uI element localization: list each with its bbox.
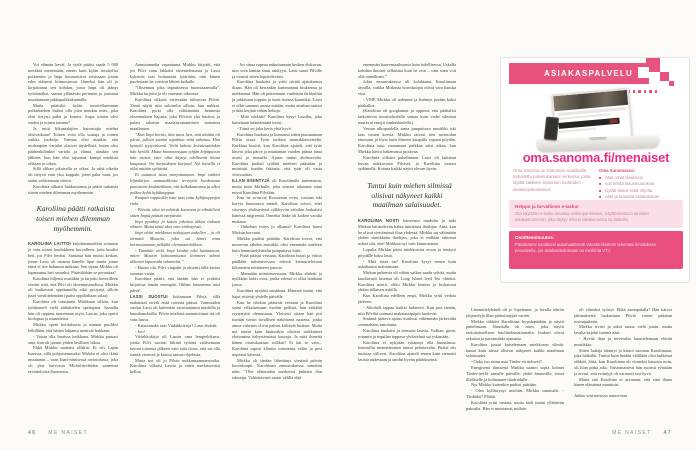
bold-lead: KAROLIINA LAITTOI — [28, 241, 71, 247]
address-change-box — [509, 231, 683, 269]
benefit-item: ■ näet omat tilauksesi — [599, 175, 683, 181]
e-invoice-text: Ota käyttöön e-lasku omassa verkkopankissasi. Käyttöönottoon tarvitset asiakasnumeron, joka löytyy lehtesi takakannesta tai laskulta. — [515, 211, 649, 223]
pull-quote-left: Karoliina päätti ratkaista toisen miehen dilemman myöhemmin. — [36, 204, 115, 233]
column-text-block — [574, 307, 672, 399]
paragraph: Viidakkokirja oli Lassin oma lempielokuva, jonka Pilvi suostui kiltinä tyttönä valitsemaan kerran toisensa jälkeen vain siitä ilosta, että sai olla isänsä vieressä ja katsoa samaa ohjelmaa. — [130, 334, 220, 357]
paragraph: - Tämä on joka kerta yhtä hyvä. — [237, 125, 292, 131]
paragraph: Mutta pitäisikö kylän tavoitelluimman poikamiehen lisäksi olla joku muukin mies, joka olisi tietysti pitkä ja komea. Jospa toinen olisi vaalea ja toinen tumma? — [28, 102, 118, 125]
paragraph-text: kirjoitusmusiikin soimaan ja vain toisen kuulokkeen korvalleen, jotta kuulisi heti, jos Pilvi heräisi. Samassa hän muisti keikan, jonne Lassi oli ostanut hänelle liput mutta jonne tämä ei itse halunnut mukaan. Sen sijaan Mirkku oli lupautunut heti seuraksi. Pitäisiköhän se peruuttaa? — [28, 241, 118, 276]
paragraph: Karoliina joutui katselemaan miekkosen silmiä: tuntui kuin niissä olisivat näkyneet kaikki maailman salaisuudet. — [466, 341, 564, 359]
paragraph: - Voisin olla Inarissa keikkana, Mirkku paasasi aina, kun oli juonut yhden lasillisen liikaa. — [28, 333, 118, 345]
address-change-title: Osoitteenmuutos: — [515, 235, 555, 240]
magazine-name: ME NAISET — [612, 430, 652, 436]
paragraph: - Mitä tykkäät? Karoliina kysyi Lassilta, joka katsettaan kääntämättä totesi: — [232, 114, 322, 125]
paragraph: Jokin ennustuksessa oli kolahtanut Karoliinaan täysillä, vaikka Mirkusta horoskoopit olivat vain hauska vitsi. — [358, 79, 456, 96]
paragraph-text: hoitamaan Pilviä, sillä mahatauti oireili enää toisesta päästä. Varmuuden vuoksi Lassi oli kuitenkin varustautunut maskilla ja kumihanskoilla. Pilvin mielestä naamioitunut isä oli vain hassu. — [130, 293, 220, 323]
benefits-column — [599, 168, 683, 200]
paragraph-text: Ei auttanut istua murjottamaan. Impi vaihtoi liljankirjon aamutakkinsa terveyttä huokuvaan punaiseen kesämekkoon, otti kulkukaaransa ja alkoi polkea kohti kyläkauppaa. — [130, 172, 220, 195]
benefits-title: Oma Sanomassa: — [599, 168, 636, 173]
panel-info-columns — [513, 168, 683, 200]
column-text-block — [232, 62, 322, 381]
paragraph: - VMP, Mirkku oli todennut ja lisännyt perään kaksi pääkalloa. — [358, 96, 456, 108]
paragraph: Aamutunnelta vapautunut Mirkku kirjoitti, että jos Pilvi vaan lakkaisi oksentelemasta ja Lassi kykenisi taas hoitamaan tytärtään, niin hänen puolestaan he voisivat lähteä keikalle. — [130, 62, 220, 85]
paragraph: - Mitä tässä on? Karoliina kysyi ennen kuin uskaltautui maistamaan. — [358, 258, 456, 270]
column-text-block — [358, 62, 456, 172]
paragraph-text: Impi ohitti miekkoset niskojaan nakellen – ja oli törmätä Mauriin, joka sai hänet aina hermostumaan pelkällä olemassaolollaan. — [130, 230, 220, 247]
paragraph: Mirkku opetti kotitaloutta ja manasi puoliksi leikillään, että hänen lahjansa menivät hukkaan. — [28, 322, 118, 334]
left-column-2 — [130, 62, 220, 443]
paragraph-text: Jatkuu seuraavassa numerossa — [574, 393, 628, 399]
pixel-square-icon — [660, 72, 669, 81]
paragraph: - Jos sinua rupeaa nukuttamaan kesken elokuvan, niin voin kantaa sinut sänkyyn, Lassi sanoi Pilville ja virnisti sitten lepyttelevästi. — [232, 62, 322, 79]
paragraph: Lopulta Mirkku pääsi miekkosista eroon ja tönäytti pöydälle kaksi lasia. — [358, 246, 456, 258]
paragraph: Karoliina vilkaisi hääkuvaansa ja päätti ratkaista toisen miehen dilemman myöhemmin. — [28, 183, 118, 195]
paragraph: Karoliina oli tutustunut Mirkkuun silloin, kun työskenteli vielä äidinkielen opettajana. Samalla hän oli oppinut tuntemaan myös Lassin, joka opetti biologiaa ja maantietoa. — [28, 299, 118, 322]
pixel-square-icon — [669, 81, 674, 86]
e-invoice-title: Helppo ja turvallinen e-lasku! — [515, 204, 579, 209]
customer-service-panel — [500, 57, 690, 283]
pixel-square-icon — [638, 67, 649, 78]
paragraph: Mirkku tökkäsi Karoliinaa kyynärpäähän ja näytti puhelintaan. Ruudulla oli mies, joka näytti tarkoituksellisen huolittelemattomalta: hiukset olivat sekaisin ja parransänki ajamatta. — [466, 318, 564, 341]
column-text-block — [466, 307, 564, 411]
right-column-3 — [574, 307, 672, 443]
paragraph: Mirkun puheesta oli vähän vaikea saada selvää, mutta kuultavasti laseissa oli Long Island Iced Tea -drinkit. Karoliina mietti, oliko Mirkku kenties jo kiskaissut yhden tällaisen tiskillä. — [358, 270, 456, 293]
right-column-2 — [466, 307, 564, 443]
footer-left — [28, 430, 88, 436]
paragraph: Mutta sitä Karoliina ei arvannut, että sinä iltana hänen elämänsä muuttuisi. — [574, 376, 672, 388]
paragraph: Karoliina vilkaisi puhelintaan. Lassi oli laittanut kuvan nukkuvasta Pilvistä, ja Karoliina vastasi sydämellä. Kotona kaikki näytti olevan hyvin. — [358, 154, 456, 172]
paragraph: Sillä olihan jokaisella se oikea. Ja niitä oikeita oli tietysti vain yksi kappale, joten paha vaan, jos sattui valitsemaan väärin. — [28, 166, 118, 183]
paragraph: Karoliina vilkaisi vieressään tuhisevaa Pilviä. Tämä näytti niin suloiselta silloin, kun nukkui. Karoliina pyrki olla välittämättä hennosta oksennuksen hajusta, joka Pilvistä yhä huokui, ja palasi takaisin maalaisromanttisen tarinansa maailmaan. — [130, 96, 220, 131]
paragraph: Sitten laulaja kääntyi ja katsoi suoraan Karoliinaan, joka häikähti. Tuntui kuin heidän välillään olisi kulkenut sähköä. Siitä, kun Karoliinaa oli viimeksi katsottu noin, oli liian pitkä aika. Vaistomaisesti hän suoristi ryhtiään ja arvasi, että esiintyjä oli varmasti tosi hyvä. — [574, 347, 672, 376]
column-text-block — [28, 241, 118, 374]
paragraph: Karoliina huokaisi ja yritti siirtää ajatuksensa iltaan. Hän oli kerrankin kammannut hiuksensa ja meikannut. Hän oli pukeutunut vaaleisiin farkkuihin ja juhlavaan toppiin ja tunsi itsensä kauniiksi. Lassi ei ollut sanonut asusta mitään, mutta ainahan saattoi yrittää kerjätä vähän kehuja. — [232, 79, 322, 114]
paragraph: Kun he vihdoin pääsivät vessaan ja Karoliina sattui vilkaisemaan itseään peilistä, hän säikähti ryytynyttä olemustaan. Yleisesti ottaen hän piti itseään varsin tavallisen näköisenä naisena, jonka ainoa vahvuus olivat paksut kiiltävät hiukset. Mutta nyt tuntui kuin hiuksetkin olisivat roikkuneet elottomina kehystämässä kasvoja. Ja mitä ihmettä hänen otsatukastaan roikkui? Ei kai se vain... Karoliina nipisti klöntin sormiensa väliin ja pesi nopeasti kätensä. — [232, 299, 322, 357]
e-invoice-box — [509, 200, 683, 228]
paragraph — [130, 207, 220, 219]
paragraph: Ja mitä liikuntalajien harrastajia miehet olisivatkaan? Toinen voisi olla soutaja ja toinen vaikka juoksija. Varmaa olisi ainakin, että molempien vartalot olisivat täydellisiä, kuten olisi päähenkilönkin vartalo ja elämä, ainakin sen jälkeen, kun hän olisi tajunnut, kumpi miehistä olikaan se oikea. — [28, 125, 118, 166]
paragraph — [130, 230, 220, 247]
paragraph: - Joo! — [135, 328, 145, 334]
column-text-block — [28, 62, 118, 195]
left-column-1 — [28, 62, 118, 443]
paragraph: enemmän haavemaailmassa kuin todellisessa. Uskalla kohdata ihmiset sellaisina kuin he ovat – vain siten voit olla onnellinen.” — [358, 62, 456, 79]
paragraph: - Onkohan esitys jo alkanut? Karoliina huusi Mirkun korvaan. — [232, 224, 322, 236]
phone-image — [544, 116, 559, 140]
paragraph — [130, 294, 220, 323]
paragraph: - Huono olo, Pilvi vingahti ja oksensi tällä kertaa suoraan vatiin. — [130, 264, 220, 276]
paragraph-text: - Päivää, ukot tervehtivät kuorossa ja silmäilivät sitten Impiä päästä varpaisiin. — [130, 206, 220, 218]
benefits-list — [599, 175, 683, 200]
paragraph-text: ”Kun Impi heräsi, hän tunsi heti, että tänään oli päivä, jolloin saattoi tapahtua mitä tahansa. Hän hymyili tyytyväisenä. Vielä kahvia keittäessäänkin hän hyräili. Mutta huomatessaan tyhjän leipäpussin hän muisti, ettei ollut käynyt edellisenä iltana kaupassa. Voi kurjuuksien kurjuus! Nyt hänellä ei ollut mitään syötävää. — [130, 131, 220, 172]
paragraph: ”Oksennan joka tapauksessa huomisaamulla”, Mirkku kirjoitti ja oli varmasti oikeassa. — [130, 85, 220, 96]
paragraph-text: - Tämäkin vielä, Impi kivahti eikä huomannut, miten Maurin kohtaamisesta iloinneet silmät alkoivat kipunoida salamoita.” — [130, 247, 220, 265]
paragraph: Ehkä Mirkku saattaisi ollakin. Ei siis Lapin Inarissa, sillä pohjoisemmaksi Mirkku ei olisi ikinä muuttanut – vaan Inari-nimisessä ravintolassa, joka oli yksi harvoista Michelin-tähden saaneista ravintoloista Suomessa. — [28, 345, 118, 374]
benefit-item: ■ voit tehdä tilausmuutoksia — [599, 181, 683, 187]
panel-header-bar — [509, 63, 649, 84]
column-text-block — [130, 62, 220, 375]
paragraph: (Karoliina oli googlannut ja oppinut, että pääkallot tarkoittivat nuorisokielellä samaa kuin vedet silmissä nauravat emojit vanhuskielellä.) — [358, 108, 456, 125]
paragraph: Mutta nyt oli jo Pilvin nukkumaanmenoaika. Karoliina vilkaisi Lassia ja sitten merkitsevästi kelloa. — [130, 357, 220, 375]
paragraph: Karoliina päätti, että tänään hän ei yrittäisi kirjoittaa tämän enempää. Olihan huomenna uusi päivä! — [130, 276, 220, 294]
paragraph: - Hyvää iltaa ja tervetuloa kuuntelemaan elävää musiikkia. — [574, 335, 672, 347]
bold-lead: LASSI SUOSTUI — [130, 293, 168, 299]
asiakaspalvelu-title: ASIAKASPALVELU — [544, 69, 633, 78]
paragraph-text: Kaupan rappusilla istui taas tuttu kyläjuoppojen rinki. — [130, 195, 220, 207]
paragraph: - Katsotaanko taas Viidakkokirja? Lassi ehdotti. — [135, 322, 218, 328]
paragraph: Vessan ulkopuolella sama jumputtava musiikki iski taas vasten korvia. Mirkku raivasi tien ravintolan etuosaan ja löysi kuin ihmeen kaupalla vapaan pöydän. Karoliina istui varaamaan paikkaa siksi aikaa, kun Mirkku kävisi hakemassa juotavaa. — [358, 125, 456, 154]
webpage-text-line — [559, 127, 596, 133]
benefit-item: ■ löydät tietoa sekä ohjeita — [599, 188, 683, 194]
intro-text: Oma Sanoma on Sanoman asiakkaille tarkoitettu palvelukanava verkossa, josta löydät kaikkien Sanoman tuotteiden asiakaspalvelusivut. — [513, 168, 591, 192]
paragraph: Mirkku oli tänään lähettänyt viestinä päivän horoskoopit. Karoliinan ennustuksessa sanottiin näin: ”Olet eläinradan merkeistä puhtain ilon edustaja. Valitettavasti saatat välillä elää — [232, 357, 322, 381]
paragraph: Karoliina ei nykyään tykännyt olla humalassa: kontrollin menettäminen tuntui pelottavalta. Pitäisi siis muistaa välivesi, Karoliina ajatteli ennen kuin siemaisi lasista uudestaan ja unohti hyvän päätöksensä. — [358, 339, 456, 363]
paragraph: Energisenä ihmisenä Mirkku saattoi sopia kolmet Tinder-treffit samalle päivälle: yhdet brunssille, toiset illalliselle ja kolmannet iltadrinkille. — [466, 364, 564, 382]
paragraph — [130, 132, 220, 173]
page-number: 47 — [663, 430, 672, 436]
paragraph: Sinänsä järkevä ajatus kuulosti vähemmän järkevältä sammaltaen sanottuna. — [358, 316, 456, 328]
paragraph: Nyt Mirkku kuitenkin pudisti päätään. — [471, 382, 537, 388]
footer-right — [540, 430, 672, 436]
paragraph — [130, 248, 220, 265]
paragraph: Mirkku irvisti ja aikoi sanoa vielä jotain, mutta lavalta kajahti tumma ääni: — [574, 324, 672, 336]
paragraph — [130, 219, 220, 231]
paragraph — [358, 218, 456, 247]
service-url: oma.sanoma.fi/menaiset — [522, 150, 670, 165]
paragraph: Kun Karoliina edelleen empi, Mirkku yritti vedota järkeen: — [358, 293, 456, 305]
paragraph — [130, 195, 220, 207]
benefit-item: ■ näet ja lunastat asiakasetusi — [599, 194, 683, 200]
paragraph: - Pitää päästä vessaan, Karoliina huusi ja viittoi päällään naistenvessan edessä kiemurtelevaan kilometrin mittaiseen jonoon. — [232, 253, 322, 270]
paragraph: Kun he avasivat Roostersin oven, vastaan iski korvia huumaava meteli. Karoliina toivoi, ettei väsymys yhdistettynä välkkyviin valoihin laukaisisi hänessä migreeniä. Onneksi lääke oli kaiken varalta mukana. — [232, 195, 322, 224]
paragraph — [28, 241, 118, 276]
column-text-block — [358, 218, 456, 363]
paragraph: oli viimeksi syönyt. Ehkä aamupalalla? Hän kaivoi jättimäisestä laukustaan Pilviä varten pakatun rusinapaketin. — [574, 307, 672, 324]
paragraph-text: oli Karoliinalle tuntematon, mutta tuttu Mirkulle, joka seurasi aikaansa siinä missä Karoliina Pilviään. — [232, 177, 322, 195]
paragraph: - Alkoholi tappaa kaikki bakteerit. Kun juot tämän, niin Pilviltä saamasi mahatautipöpöt kuolevat. — [358, 304, 456, 316]
paragraph-text: katseensa ruudulta ja näki Mirkun hätistelevän kahta innokasta ihailijaa. Aina, kun he olivat viettämässä iltaa yhdessä, Mirkku sai vähintään yhden sinnikkään ihailijan, joka ei millään tahtonut uskoa sitä, ettei Mirkkua nyt vain kiinnostanut. — [358, 217, 456, 247]
paragraph: Karoliina huokaisi ja siemaisi lasista. Vodkan, ginin, rommin ja tequilan tappava yhdistelmä sai yskimään. — [358, 328, 456, 339]
magazine-name: ME NAISET — [48, 430, 88, 436]
address-change-text: Päivitämme osoitteesi automaattisesti Väestörekisterin tekemäsi ilmoituksen perusteella, jos asiakastiedoissasi on merkintä VTJ. — [515, 242, 657, 254]
paragraph: Karoliina huokaisi ja kumartui sitten pussaamaan Pilvin otsaa. Tytär tuoksui mansikkavoiteelta. Kurkkua kuristi, kun Karoliina ajatteli, että tytär kasvoi joka päivä ja muutaman vuoden päästä tämä asuisi jo muualla. Ajatus tuntui ahdistavalta. Karoliina pudisti työläät mietteet päästään ja muistutti itseään faktasta, että tytär oli vasta viisivuotias. — [232, 131, 322, 178]
paragraph-text: Impi pysähtyi ja katsoi jokaista ukkoa tiukasti silmiin. Mutta tästä ukot vain virkistyivät. — [130, 218, 220, 230]
paragraph: Mirkku pudisti päätään. Karoliina toivoi, että nousevan tähden musiikki olisi enemmän mieleen kuin lämmittelybändin jumputtava biitti. — [232, 235, 322, 253]
paragraph: - Mennään miestenvessaan, Mirkku ehdotti ja nyökkäsi kohti ovea, jonka edessä ei ollut lainkaan jonoa. — [232, 270, 322, 288]
paragraph — [574, 393, 672, 399]
bold-lead: ILLAN ESIINTYJÄ — [232, 177, 270, 183]
paragraph: Voi elämän kevät. Ja vielä pitäisi saada 5 000 merkkiä menemään, ennen kuin kylän tavoitellut poikamies ja Impi huomaisivat toisissaan jotain edes etäisesti kiinnostavaa. Onneksi hän oli jo kirjoittanut sen kohdan, jossa Impi oli jäänyt työttömäksi, saanut yllättävän perinnön ja joutunut muuttamaan pikkupaikkakunnalle. — [28, 62, 118, 102]
paragraph: - Onko tuo sinun uusi Tinder-virityksesi? — [471, 359, 542, 365]
paragraph: Karoliina nyrpisti nenäänsä. Hänestä tuntui, että hajut riittivät yhdelle päivälle. — [232, 288, 322, 299]
bold-lead: KAROLIINA NOSTI — [358, 217, 400, 223]
paragraph: Karoliina hiljensi musiikin ja kirjoitti kaverilleen viestin siitä, että Pilvi oli oksennustaudissa. Mirkku oli luultavasti oppitunnilla eikä pystynyt silloin juuri viestittelemään (paitsi oppilailtaan salaa). — [28, 275, 118, 299]
paragraph: Lämmittelybändi oli jo lopettanut, ja lavalla tehtiin järjestelyjä illan pääesiintyjää varten. — [466, 307, 564, 318]
paragraph — [130, 172, 220, 195]
right-column-1 — [358, 62, 456, 443]
paragraph: Karoliina yritti vastata, mutta kieli tuntui yllättävän paksulta. Hän ei muistanut, milloin — [466, 399, 564, 411]
pull-quote-right: Tuntui kuin miehen silmissä olisivat näkyneet kaikki maailman salaisuudet. — [367, 181, 452, 210]
page-number: 46 — [28, 430, 37, 436]
paragraph — [232, 178, 322, 195]
left-column-3 — [232, 62, 322, 443]
paragraph: - Olen kyllästynyt miehiin, Mirkku sammalsi. - Tiedätkö? Pliääh. — [466, 388, 564, 399]
laptop-image — [531, 91, 661, 151]
